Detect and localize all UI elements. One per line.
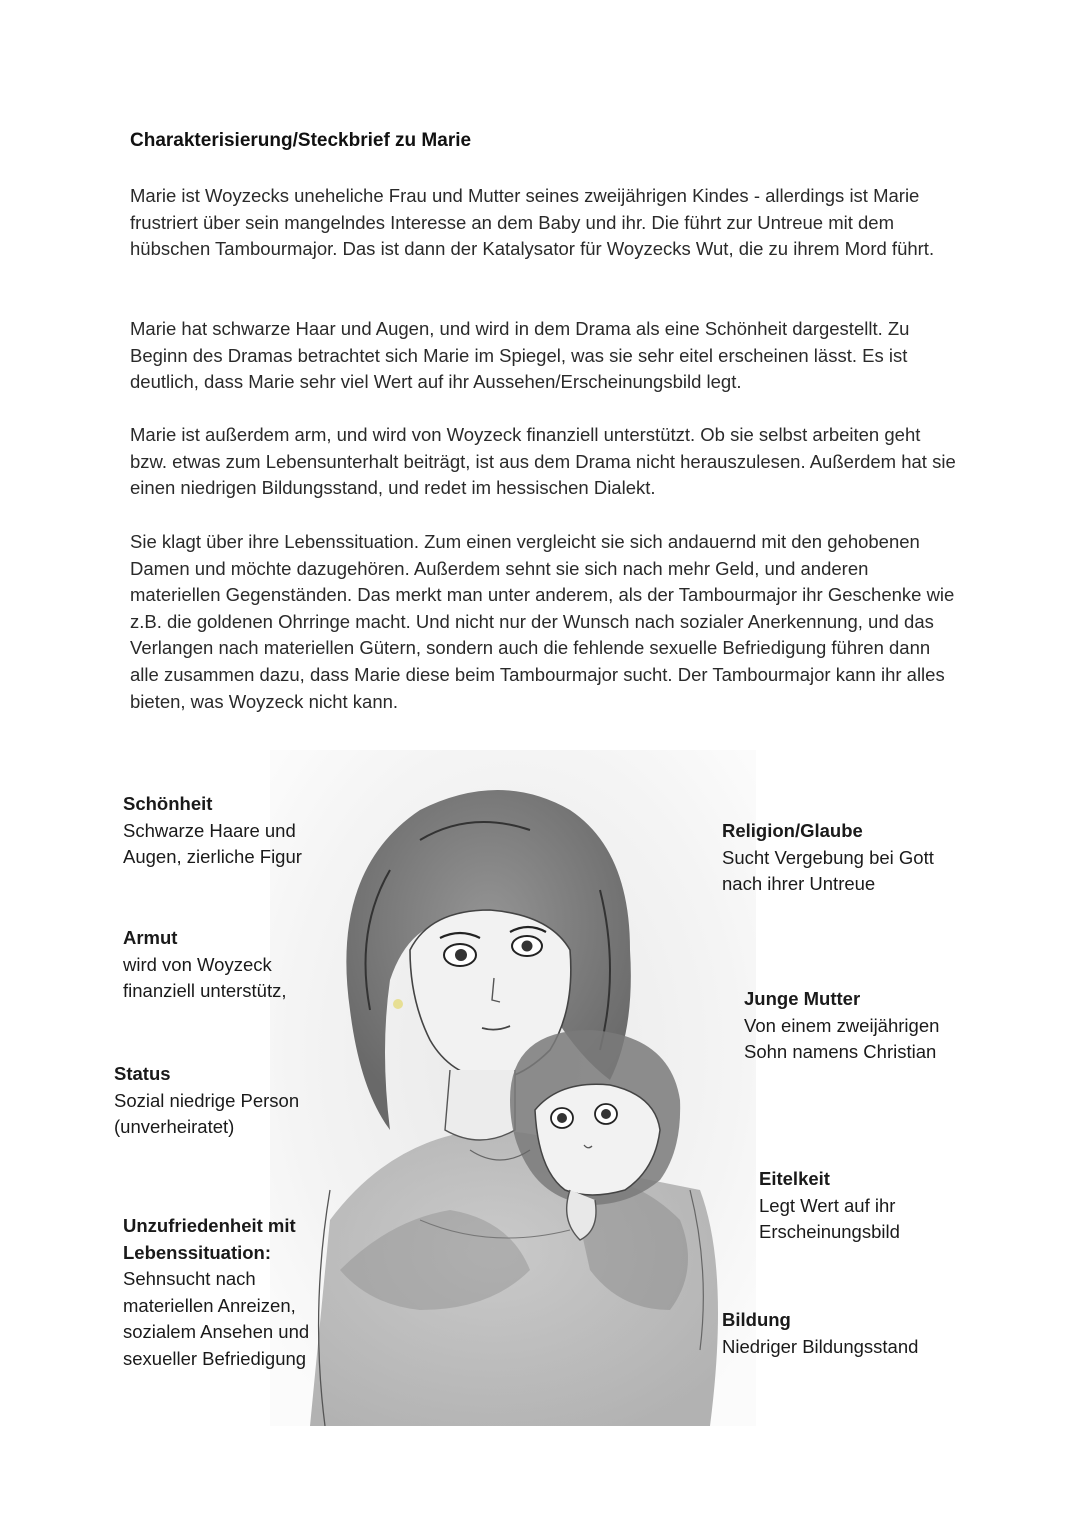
paragraph-life-situation: Sie klagt über ihre Lebenssituation. Zum einen vergleicht sie sich andauernd mit den gehobenen Damen und möchte dazugehören. Außerdem sehnt sie sich nach mehr Geld, und anderen materiellen Gegenständen. Das merkt man unter anderem, als der Tambourmajor ihr Geschenke wie z.B. die goldenen Ohrringe macht. Und nicht nur der Wunsch nach sozialer Anerkennung, und das Verlangen nach materiellen Gütern, sondern auch die fehlende sexuelle Befriedigung führen dann alle zusammen dazu, dass Marie diese beim Tambourmajor sucht. Der Tambourmajor kann ihr alles bieten, was Woyzeck nicht kann. (130, 531, 955, 712)
label-schoenheit: Schönheit Schwarze Haare und Augen, zierliche Figur (123, 793, 302, 868)
label-bildung: Bildung Niedriger Bildungsstand (722, 1309, 919, 1357)
paragraph-poverty: Marie ist außerdem arm, und wird von Woyzeck finanziell unterstützt. Ob sie selbst arbeiten geht bzw. etwas zum Lebensunterhalt beiträgt, ist aus dem Drama nicht herauszulesen. Außerdem hat sie einen niedrigen Bildungsstand, und redet im hessischen Dialekt. (130, 424, 956, 499)
label-religion: Religion/Glaube Sucht Vergebung bei Gott nach ihrer Untreue (722, 820, 934, 895)
label-eitelkeit: Eitelkeit Legt Wert auf ihr Erscheinungsbild (759, 1168, 900, 1243)
label-junge-mutter: Junge Mutter Von einem zweijährigen Sohn namens Christian (744, 988, 940, 1063)
paragraph-appearance: Marie hat schwarze Haar und Augen, und wird in dem Drama als eine Schönheit dargestellt. Zu Beginn des Dramas betrachtet sich Marie im Spiegel, was sie sehr eitel erscheinen lässt. Es ist deutlich, dass Marie sehr viel Wert auf ihr Aussehen/Erscheinungsbild legt. (130, 318, 910, 393)
paragraph-intro: Marie ist Woyzecks uneheliche Frau und Mutter seines zweijährigen Kindes - allerdings ist Marie frustriert über sein mangelndes Interesse an dem Baby und ihr. Die führt zur Untreue mit dem hübschen Tambourmajor. Das ist dann der Katalysator für Woyzecks Wut, die zu ihrem Mord führt. (130, 185, 935, 260)
marie-sketch-illustration (270, 750, 756, 1426)
document-title: Charakterisierung/Steckbrief zu Marie (130, 130, 472, 151)
label-status: Status Sozial niedrige Person (unverheiratet) (114, 1063, 300, 1138)
label-armut: Armut wird von Woyzeck finanziell unterstütz, (123, 927, 287, 1002)
label-unzufriedenheit: Unzufriedenheit mit Lebenssituation: Sehnsucht nach materiellen Anreizen, sozialem Ansehen und sexueller Befriedigung (123, 1215, 310, 1369)
